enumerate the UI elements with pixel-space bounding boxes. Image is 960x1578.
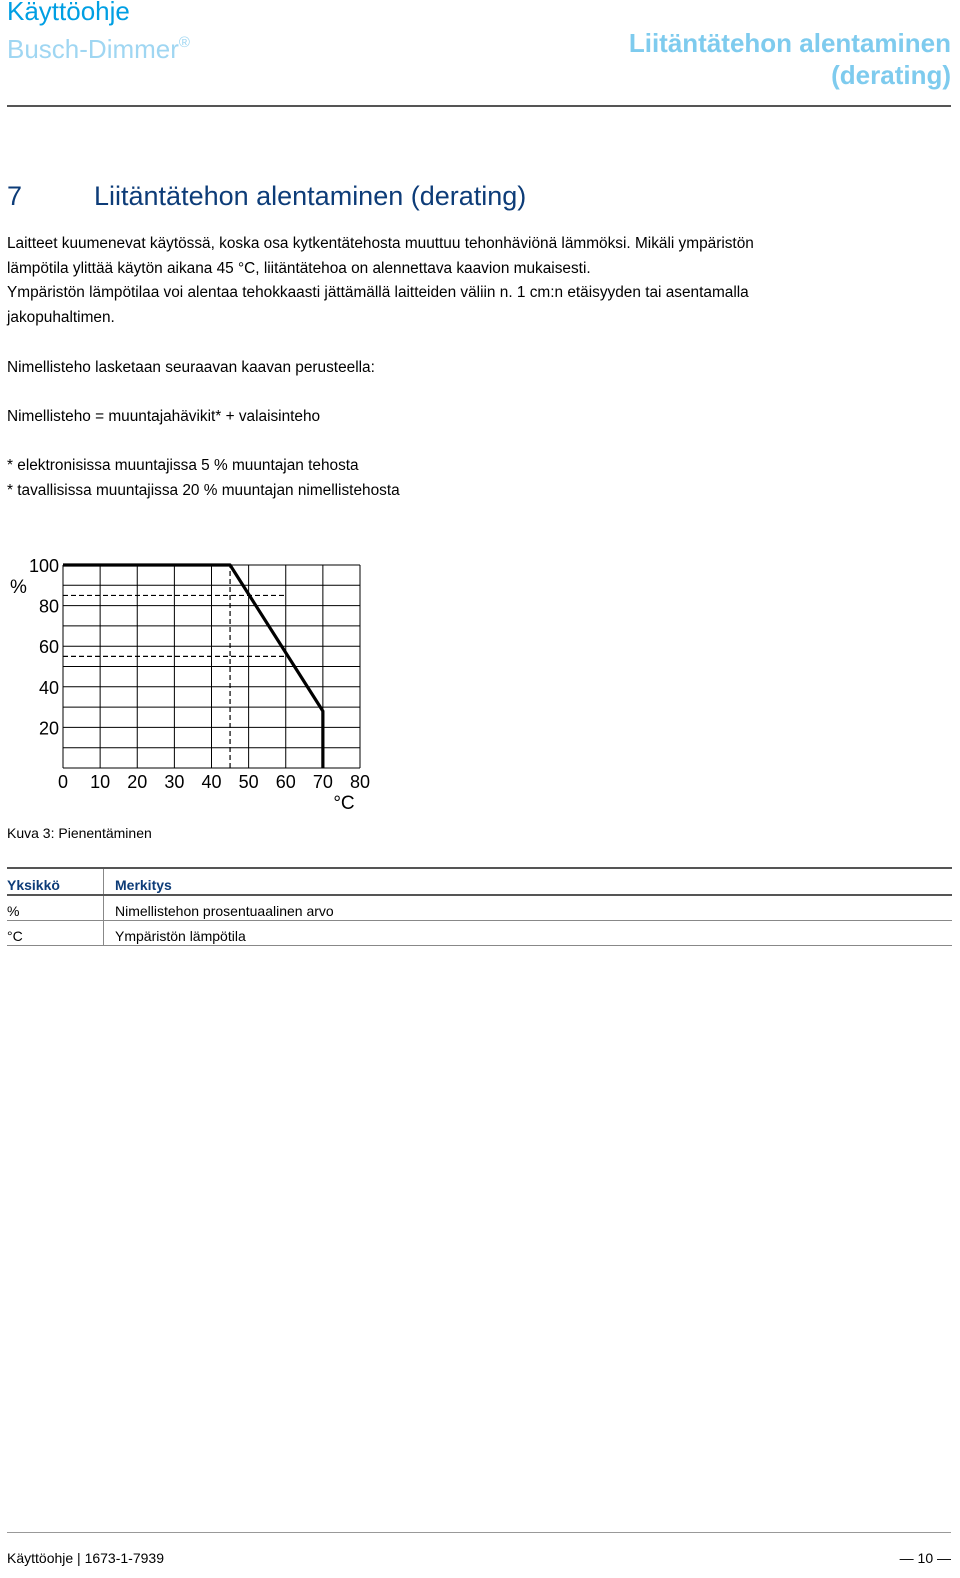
footer-document-id: Käyttöohje | 1673-1-7939: [7, 1550, 164, 1566]
header-title-line1: Liitäntätehon alentaminen: [628, 28, 951, 58]
product-name: Busch-Dimmer: [7, 34, 179, 64]
y-tick-label: 80: [38, 596, 59, 617]
x-tick-label: 40: [201, 772, 222, 792]
table-row: [7, 895, 952, 921]
x-tick-label: 0: [57, 772, 69, 792]
x-tick-label: 20: [127, 772, 148, 792]
intro-line: Laitteet kuumenevat käytössä, koska osa kytkentätehosta muuttuu tehonhäviönä lämmöksi. Mikäli ympäristön: [7, 235, 754, 252]
units-table: [7, 867, 952, 946]
intro-line: Ympäristön lämpötilaa voi alentaa tehokkaasti jättämällä laitteiden väliin n. 1 cm:n etäisyyden tai asentamalla: [7, 284, 749, 301]
x-tick-label: 30: [164, 772, 185, 792]
figure-caption: Kuva 3: Pienentäminen: [7, 825, 152, 841]
y-tick-label: 60: [38, 637, 59, 658]
doc-type: Käyttöohje: [7, 0, 130, 26]
table-header-row: [7, 868, 952, 895]
y-tick-label: 40: [38, 677, 59, 698]
footnotes: [7, 454, 947, 503]
section-title: Liitäntätehon alentaminen (derating): [94, 181, 527, 211]
registered-mark: ®: [178, 34, 190, 51]
intro-paragraph: [7, 232, 947, 330]
header-title-line2: (derating): [831, 60, 951, 90]
table-row: [7, 921, 952, 946]
y-axis-label: %: [10, 577, 27, 598]
meaning-cell: Ympäristön lämpötila: [104, 921, 953, 946]
footnote: * tavallisissa muuntajissa 20 % muuntajan nimellistehosta: [7, 481, 400, 499]
header-divider: [7, 105, 951, 107]
x-tick-label: 80: [349, 772, 371, 792]
derating-chart: [0, 550, 400, 820]
document-header: [7, 0, 190, 65]
unit-cell: °C: [7, 928, 23, 944]
product-name-line: [7, 27, 190, 65]
column-header-unit: Yksikkö: [7, 876, 60, 893]
footer-divider: [7, 1532, 951, 1533]
y-tick-label: 100: [28, 556, 59, 576]
formula: Nimellisteho = muuntajahävikit* + valaisinteho: [7, 408, 321, 425]
meaning-cell: Nimellistehon prosentuaalinen arvo: [104, 895, 953, 921]
intro-line: jakopuhaltimen.: [7, 308, 115, 326]
unit-cell: %: [7, 903, 20, 919]
page-number: — 10 —: [899, 1550, 951, 1566]
footnote: * elektronisissa muuntajissa 5 % muuntajan tehosta: [7, 457, 359, 474]
header-section-title: [629, 27, 951, 91]
section-heading: [7, 180, 526, 212]
intro-line: lämpötila ylittää käytön aikana 45 °C, liitäntätehoa on alennettava kaavion mukaisesti.: [7, 259, 591, 277]
formula-intro: Nimellisteho lasketaan seuraavan kaavan perusteella:: [7, 359, 375, 376]
x-axis-label: °C: [333, 793, 355, 814]
y-tick-label: 20: [38, 718, 59, 739]
x-tick-label: 60: [275, 772, 296, 792]
x-tick-label: 10: [90, 772, 111, 792]
section-number: 7: [7, 181, 23, 211]
x-tick-label: 70: [312, 772, 333, 792]
column-header-meaning: Merkitys: [104, 868, 953, 895]
x-tick-label: 50: [238, 772, 259, 792]
